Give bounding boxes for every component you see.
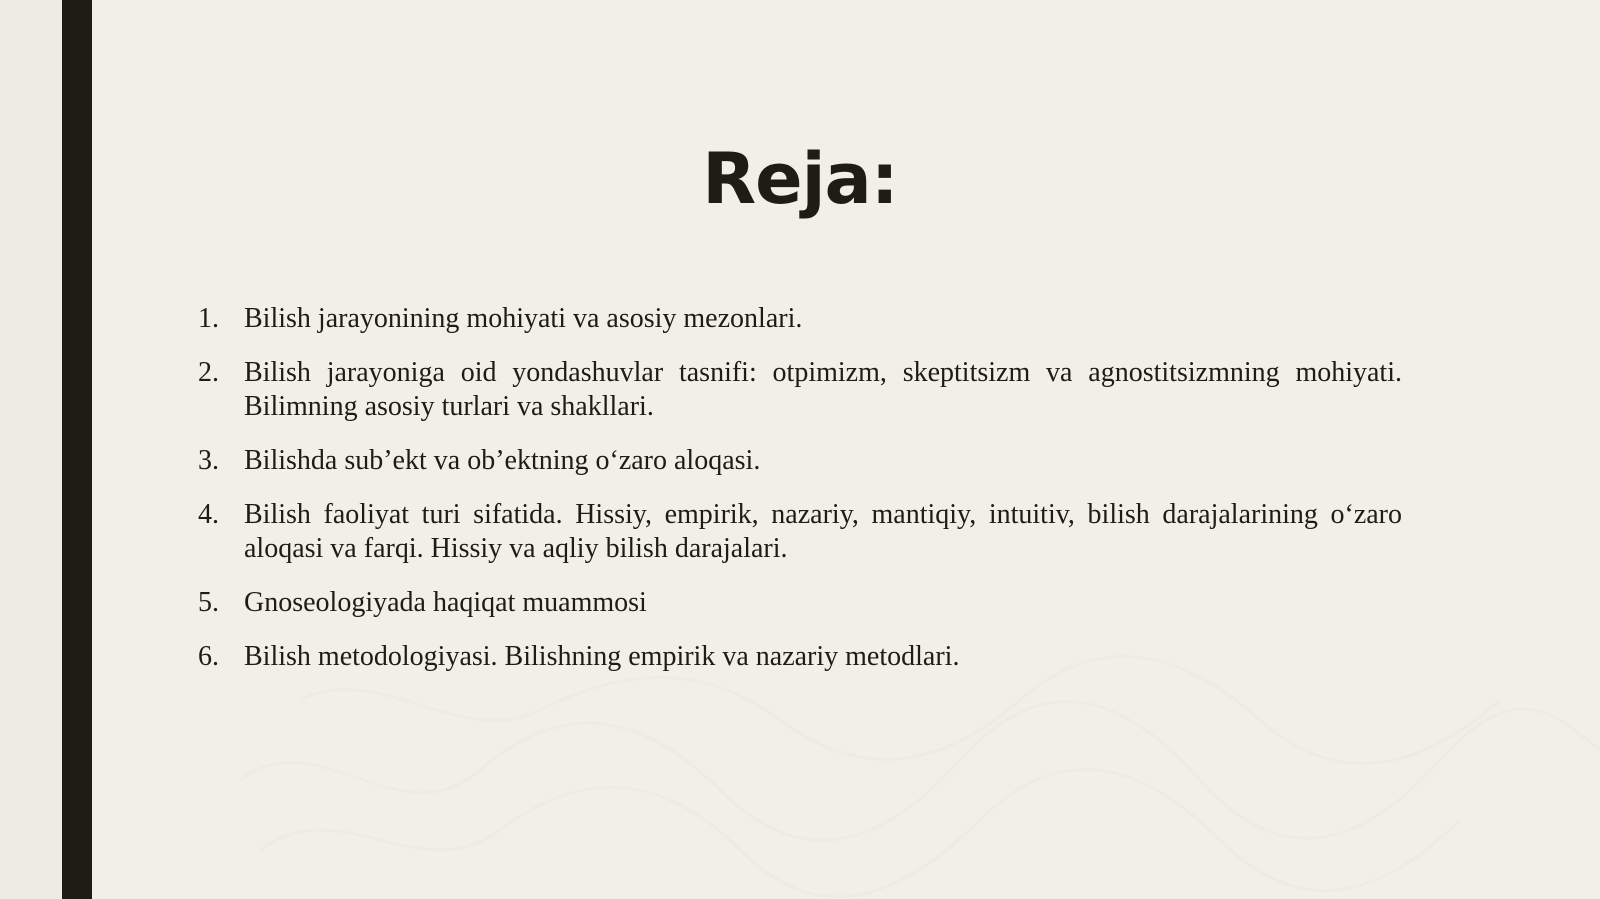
list-item bbox=[198, 356, 1402, 424]
left-margin-band bbox=[0, 0, 62, 899]
item-text: Bilish metodologiyasi. Bilishning empirik va nazariy metodlari. bbox=[244, 641, 960, 672]
item-text: Bilish jarayoniga oid yondashuvlar tasnifi: otpimizm, skeptitsizm va agnostitsizmning mohiyati. Bilimning asosiy turlari va shakllari. bbox=[244, 357, 1402, 422]
slide-title: Reja: bbox=[702, 137, 898, 220]
vertical-accent-bar bbox=[62, 0, 92, 899]
list-item bbox=[198, 498, 1402, 566]
list-item bbox=[198, 444, 1402, 478]
item-number: 5. bbox=[198, 587, 219, 618]
list-item bbox=[198, 586, 1402, 620]
item-number: 6. bbox=[198, 641, 219, 672]
item-number: 1. bbox=[198, 303, 219, 334]
list-item bbox=[198, 640, 1402, 674]
item-number: 3. bbox=[198, 445, 219, 476]
item-text: Bilish faoliyat turi sifatida. Hissiy, empirik, nazariy, mantiqiy, intuitiv, bilish darajalarining o‘zaro aloqasi va farqi. Hissiy va aqliy bilish darajalari. bbox=[244, 499, 1402, 564]
item-text: Bilish jarayonining mohiyati va asosiy mezonlari. bbox=[244, 303, 803, 334]
plan-list bbox=[198, 302, 1402, 694]
item-text: Gnoseologiyada haqiqat muammosi bbox=[244, 587, 647, 618]
item-text: Bilishda sub’ekt va ob’ektning o‘zaro aloqasi. bbox=[244, 445, 761, 476]
item-number: 4. bbox=[198, 499, 219, 530]
list-item bbox=[198, 302, 1402, 336]
item-number: 2. bbox=[198, 357, 219, 388]
